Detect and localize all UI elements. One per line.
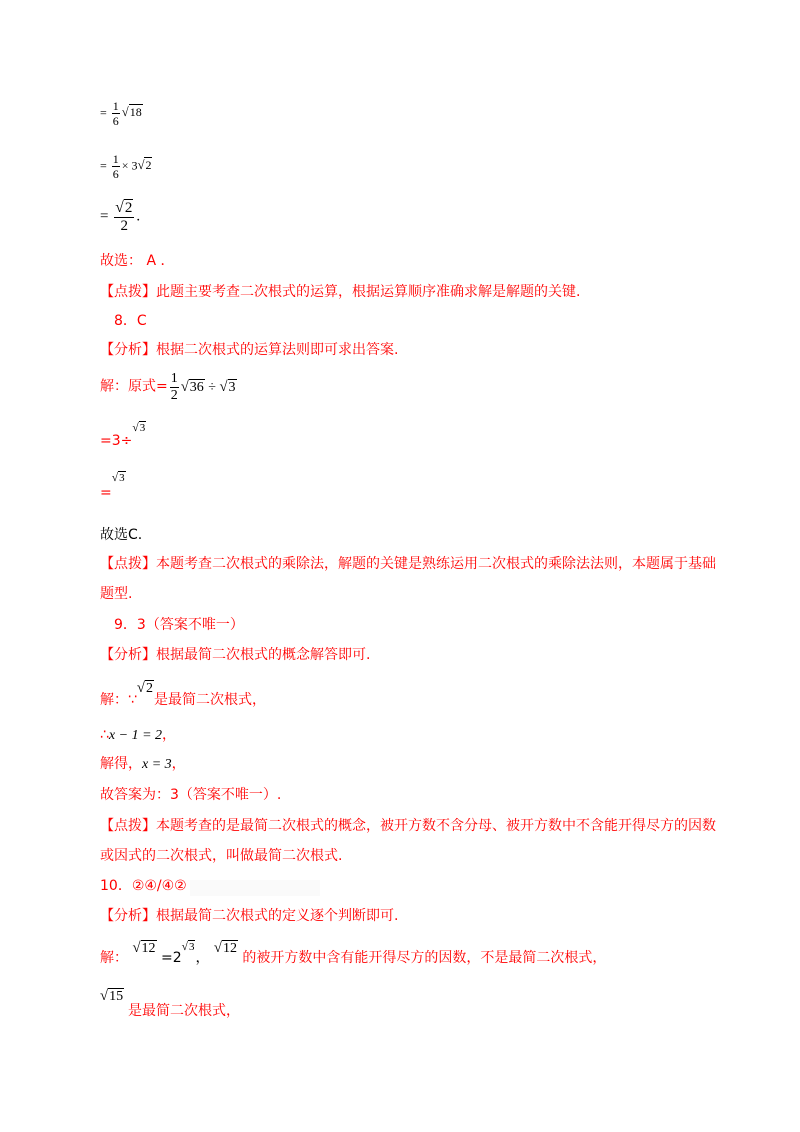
equals-sign: = [100,158,107,173]
sqrt-expression: √2 [136,680,153,696]
comma: ， [195,950,210,966]
sqrt-expression: √36 [180,378,204,395]
fraction-denominator: 2 [170,388,178,403]
q8-analysis: 【分析】根据二次根式的运算法则即可求出答案. [100,342,399,358]
q7-step1 [100,100,143,127]
q8-step2 [100,472,126,502]
step-prefix: = [100,485,112,501]
sqrt-expression: √3 [111,472,125,484]
q8-step1 [100,422,146,450]
fraction-denominator: 6 [112,167,119,181]
fraction-numerator: 1 [170,371,178,386]
fraction [112,153,120,180]
divide-sign: ÷ [208,379,216,395]
sqrt-expression: √12 [132,940,156,956]
fraction [112,100,120,127]
fraction-denominator: 6 [112,114,119,128]
q9-solve-line [100,756,186,774]
radicand: 2 [145,681,153,696]
sqrt-expression: √18 [121,105,142,120]
equals-sign: = [100,105,107,120]
equals-sign: = [100,208,109,225]
radicand: 2 [145,158,152,173]
q9-analysis: 【分析】根据最简二次根式的概念解答即可. [100,647,371,663]
punctuation: ， [171,756,186,772]
q10-solution [100,940,606,967]
q10-answer: 10．②④/④② [100,878,187,894]
sqrt-expression: √15 [100,988,124,1004]
radicand: 3 [188,941,195,953]
q9-answer: 9．3（答案不唯一） [114,617,244,633]
fraction [114,200,134,234]
math-expression [168,371,237,403]
sqrt-expression: √3 [132,422,146,434]
sqrt-expression: √2 [137,158,152,173]
q9-therefore-line [100,727,176,745]
q10-analysis: 【分析】根据最简二次根式的定义逐个判断即可. [100,908,399,924]
sqrt-expression: √2 [115,199,133,216]
multiply-term: × 3 [121,158,138,173]
solution-prefix: 解： [100,950,128,966]
solution-prefix: 解：原式= [100,378,168,395]
radicand: 15 [109,989,124,1004]
faint-watermark [190,880,320,896]
q8-solution [100,372,237,403]
fraction-denominator: 2 [120,218,129,234]
radicand: 3 [139,422,146,434]
equation: x = 3 [142,757,172,772]
equation: x − 1 = 2 [108,728,163,743]
solve-prefix: 解得， [100,756,142,772]
q9-tip-line1: 【点拨】本题考查的是最简二次根式的概念，被开方数不含分母、被开方数中不含能开得尽方的因数 [100,818,716,834]
q8-choice: 故选C. [100,527,143,543]
solution-suffix: 的被开方数中含有能开得尽方的因数，不是最简二次根式， [242,950,607,966]
q10-sqrt15-line [100,988,124,1006]
q9-solution [100,680,266,709]
equals-two: =2 [160,950,182,966]
q10-last-line: 是最简二次根式， [128,1003,240,1019]
q7-step3 [100,200,140,234]
radicand: 3 [119,472,125,484]
punctuation: ， [162,727,177,743]
q7-choice: 故选： A ． [100,253,175,269]
q9-tip-line2: 或因式的二次根式，叫做最简二次根式. [100,848,343,864]
q8-tip-line2: 题型. [100,586,133,602]
q7-step2 [100,153,152,180]
sqrt-expression: √12 [213,940,237,956]
sqrt-expression: √3 [181,941,195,953]
solution-suffix: 是最简二次根式， [153,692,266,708]
radicand: 2 [124,200,133,216]
radicand: 36 [189,379,204,395]
q8-answer: 8．C [114,313,147,329]
solution-prefix: 解：∵ [100,692,137,708]
radicand: 3 [228,379,236,395]
radicand: 18 [129,105,142,120]
period: . [136,208,141,225]
radicand: 12 [141,941,156,956]
fraction-numerator: 1 [112,152,119,166]
therefore-symbol: ∴ [100,727,109,743]
q8-tip-line1: 【点拨】本题考查二次根式的乘除法，解题的关键是熟练运用二次根式的乘除法法则，本题属于基础 [100,556,716,572]
fraction-numerator: 1 [112,99,119,113]
radicand: 12 [222,941,237,956]
step-prefix: =3÷ [100,433,133,449]
sqrt-expression: √3 [219,378,236,395]
q9-final: 故答案为：3（答案不唯一）. [100,787,282,803]
q7-tip: 【点拨】此题主要考查二次根式的运算，根据运算顺序准确求解是解题的关键. [100,284,581,300]
